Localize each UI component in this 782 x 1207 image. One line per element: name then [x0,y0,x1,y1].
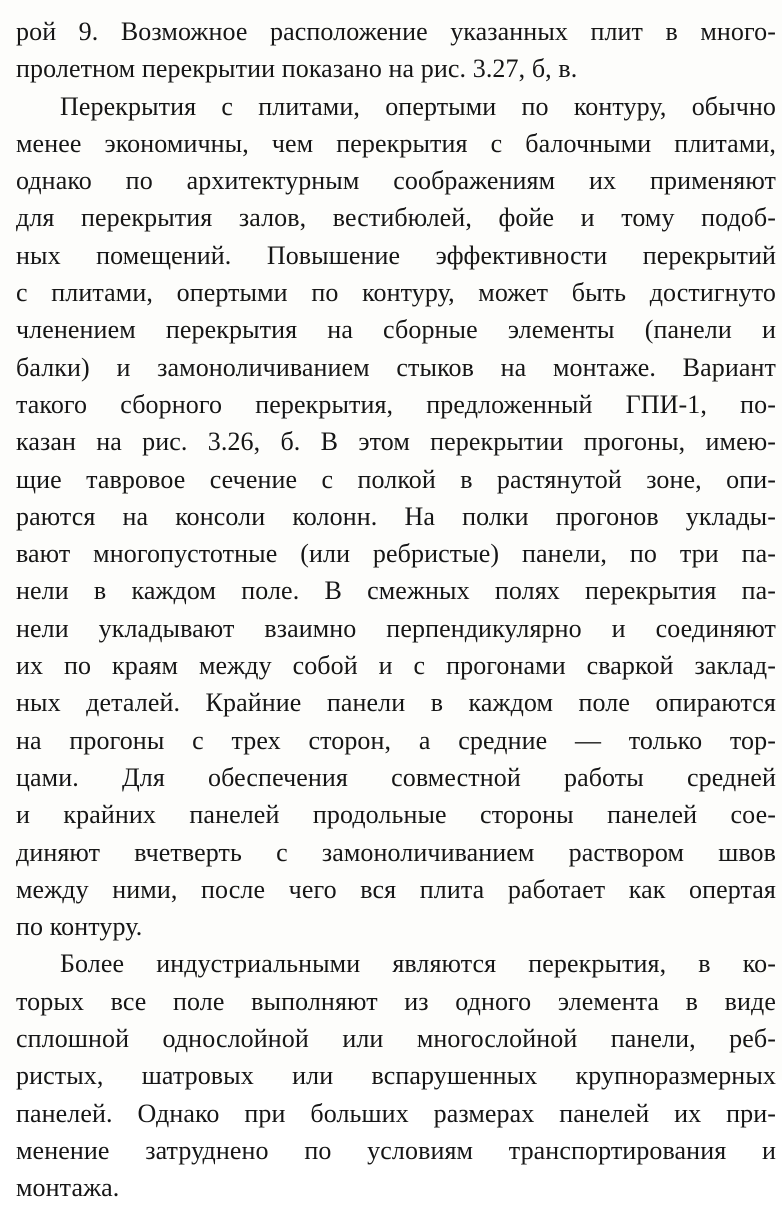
text-line: такого сборного перекрытия, предложенный ГПИ-1, по- [16,389,776,419]
text-line: диняют вчетверть с замоноличиванием раствором швов [16,837,776,867]
text-line: щие тавровое сечение с полкой в растянутой зоне, опи- [16,464,776,494]
paragraph-first-line: Перекрытия с плитами, опертыми по контуру, обычно [60,91,776,121]
text-line: пролетном перекрытии показано на рис. 3.27, б, в. [16,54,578,84]
text-line: однако по архитектурным соображениям их применяют [16,166,776,196]
text-line: членением перекрытия на сборные элементы (панели и [16,315,776,345]
text-line: между ними, после чего вся плита работает как опертая [16,874,776,904]
body-text [16,13,776,1207]
text-line: рой 9. Возможное расположение указанных плит в много- [16,17,776,46]
text-line: менение затруднено по условиям транспортирования и [16,1135,776,1165]
text-line: монтажа. [16,1173,120,1203]
text-line: торых все поле выполняют из одного элемента в виде [16,986,776,1016]
paragraph-first-line: Более индустриальными являются перекрытия, в ко- [60,949,776,979]
text-line: ных помещений. Повышение эффективности перекрытий [16,240,776,270]
text-line: с плитами, опертыми по контуру, может быть достигнуто [16,278,776,308]
text-line: ных деталей. Крайние панели в каждом поле опираются [16,688,776,718]
text-line: вают многопустотные (или ребристые) панели, по три па- [16,539,776,569]
text-line: сплошной однослойной или многослойной панели, реб- [16,1024,776,1054]
text-line: ристых, шатровых или вспарушенных крупноразмерных [16,1061,776,1091]
text-line: панелей. Однако при больших размерах панелей их при- [16,1098,776,1128]
text-line: и крайних панелей продольные стороны панелей сое- [16,800,776,830]
text-line: нели в каждом поле. В смежных полях перекрытия па- [16,576,776,606]
text-line: для перекрытия залов, вестибюлей, фойе и тому подоб- [16,203,776,233]
text-line: балки) и замоноличиванием стыков на монтаже. Вариант [16,352,776,382]
text-line: по контуру. [16,912,143,942]
text-line: казан на рис. 3.26, б. В этом перекрытии прогоны, имею- [16,427,776,457]
text-line: раются на консоли колонн. На полки прогонов уклады- [16,501,776,531]
text-line: на прогоны с трех сторон, а средние — только тор- [16,725,776,755]
text-line: их по краям между собой и с прогонами сваркой заклад- [16,651,776,681]
text-line: цами. Для обеспечения совместной работы средней [16,762,776,792]
text-line: нели укладывают взаимно перпендикулярно и соединяют [16,613,776,643]
text-line: менее экономичны, чем перекрытия с балочными плитами, [16,128,776,158]
